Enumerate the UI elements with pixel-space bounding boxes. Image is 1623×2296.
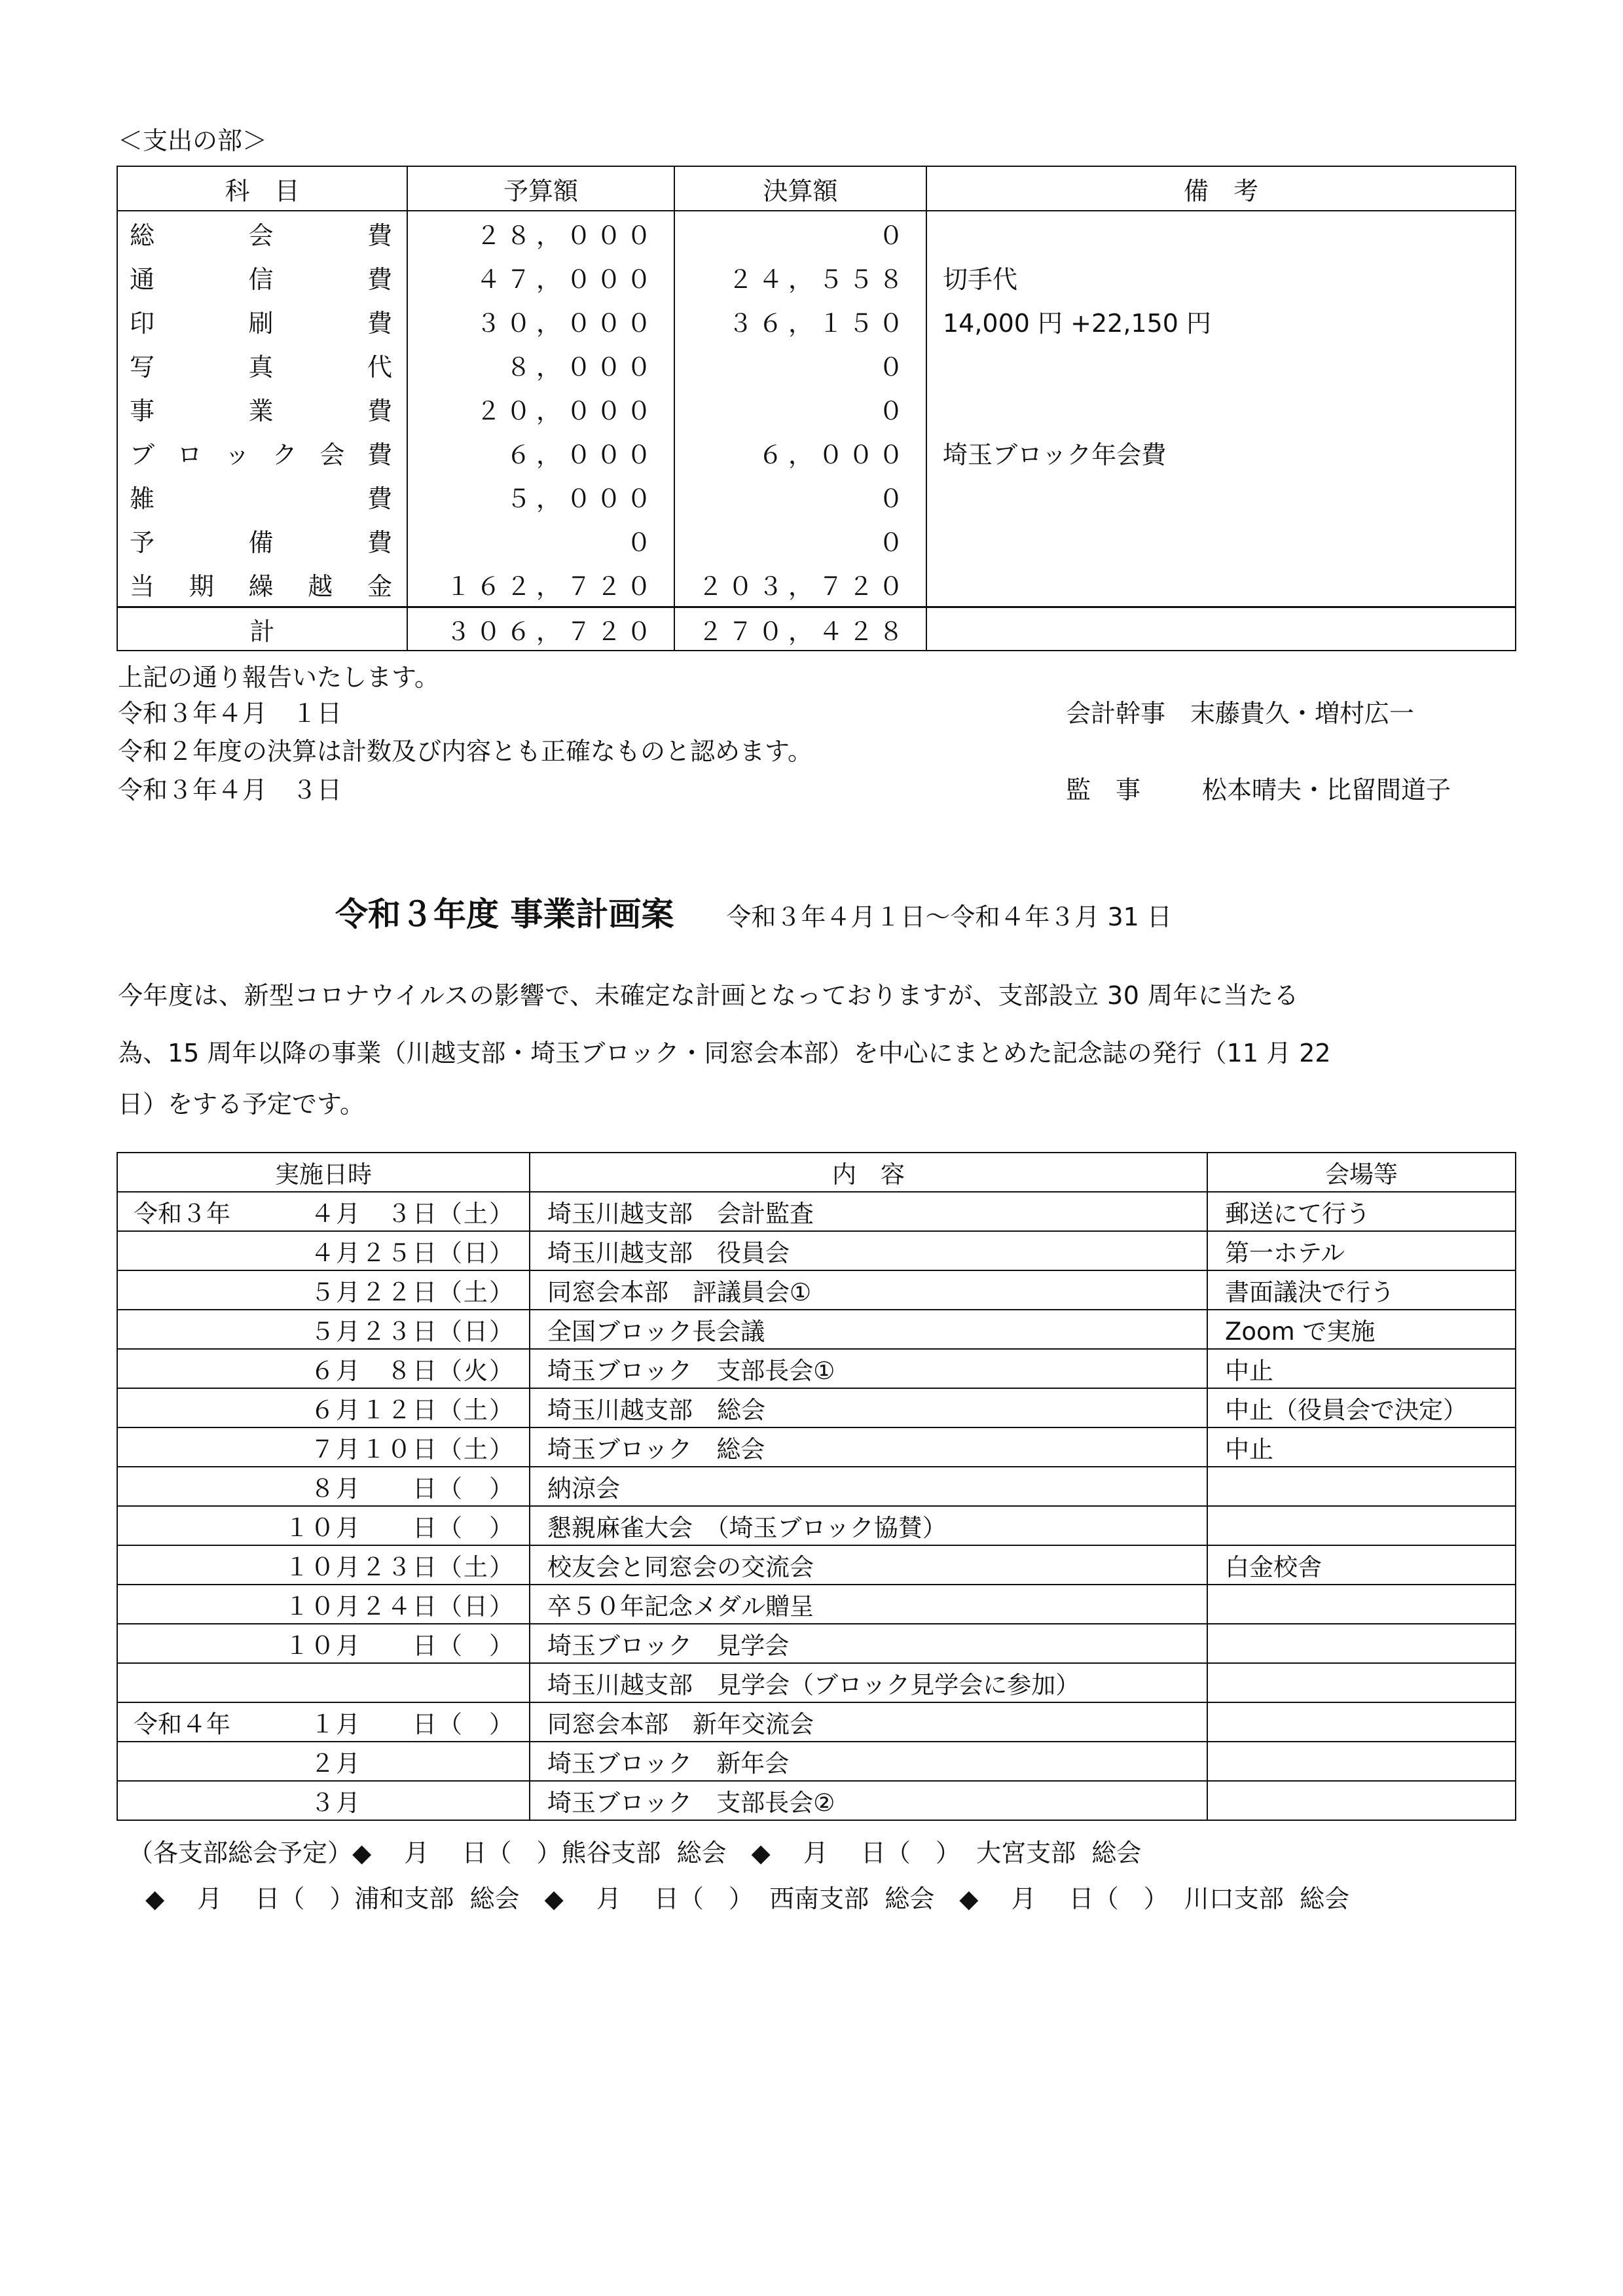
subject-char: 業 — [248, 397, 274, 425]
schedule-date-cell — [117, 1192, 530, 1231]
subject-char: 越 — [308, 572, 333, 601]
expense-settlement: ３６，１５０ — [674, 299, 926, 343]
schedule-venue: 郵送にて行う — [1207, 1192, 1516, 1231]
header-date: 実施日時 — [117, 1153, 530, 1192]
subject-char: 写 — [130, 353, 155, 382]
expense-row — [117, 255, 1516, 299]
expense-section-title: ＜支出の部＞ — [118, 126, 268, 155]
schedule-date: １０月 日（ ） — [285, 1632, 515, 1660]
subject-char: 代 — [367, 353, 392, 382]
schedule-venue — [1207, 1702, 1516, 1742]
expense-note — [926, 475, 1516, 518]
expense-budget: ６，０００ — [407, 431, 674, 475]
expense-subject — [117, 562, 407, 607]
schedule-date-cell — [117, 1585, 530, 1624]
audit-line: 令和２年度の決算は計数及び内容とも正確なものと認めます。 — [118, 737, 812, 766]
plan-intro-line-2: 為、15 周年以降の事業（川越支部・埼玉ブロック・同窓会本部）を中心にまとめた記念誌の発行（11 月 22 — [118, 1039, 1331, 1067]
schedule-row — [117, 1349, 1516, 1388]
expense-budget: ０ — [407, 518, 674, 562]
header-content: 内 容 — [530, 1153, 1207, 1192]
subject-char: 予 — [130, 528, 155, 557]
schedule-venue — [1207, 1624, 1516, 1663]
expense-settlement: ０ — [674, 211, 926, 255]
plan-period: 令和３年４月１日〜令和４年３月 31 日 — [726, 903, 1172, 931]
plan-intro-line-3: 日）をする予定です。 — [118, 1090, 365, 1119]
expense-settlement: ２４，５５８ — [674, 255, 926, 299]
schedule-venue: 中止（役員会で決定） — [1207, 1388, 1516, 1427]
schedule-header-row — [117, 1153, 1516, 1192]
schedule-row — [117, 1192, 1516, 1231]
expense-subject — [117, 387, 407, 431]
schedule-content: 懇親麻雀大会 （埼玉ブロック協賛） — [530, 1506, 1207, 1545]
schedule-date-cell — [117, 1545, 530, 1585]
expense-settlement: ０ — [674, 475, 926, 518]
expense-row — [117, 475, 1516, 518]
subject-char: 費 — [367, 440, 392, 469]
expense-budget: ２８，０００ — [407, 211, 674, 255]
schedule-venue — [1207, 1781, 1516, 1820]
plan-intro-line-1: 今年度は、新型コロナウイルスの影響で、未確定な計画となっておりますが、支部設立 30 周年に当たる — [118, 981, 1299, 1010]
report-line: 上記の通り報告いたします。 — [118, 663, 439, 692]
subject-char: ッ — [225, 440, 250, 469]
report-date: 令和３年４月 １日 — [118, 699, 342, 728]
schedule-venue — [1207, 1506, 1516, 1545]
schedule-row — [117, 1506, 1516, 1545]
auditor-names: 松本晴夫・比留間道子 — [1202, 776, 1451, 804]
schedule-row — [117, 1388, 1516, 1427]
schedule-row — [117, 1231, 1516, 1270]
schedule-venue: 白金校舎 — [1207, 1545, 1516, 1585]
schedule-date: ８月 日（ ） — [310, 1475, 515, 1503]
plan-title: 令和３年度 事業計画案 — [335, 895, 674, 933]
schedule-content: 全国ブロック長会議 — [530, 1310, 1207, 1349]
audit-date: 令和３年４月 ３日 — [118, 776, 342, 804]
schedule-row — [117, 1427, 1516, 1467]
schedule-content: 埼玉ブロック 見学会 — [530, 1624, 1207, 1663]
expense-settlement: ０ — [674, 343, 926, 387]
schedule-content: 校友会と同窓会の交流会 — [530, 1545, 1207, 1585]
subject-char: 総 — [130, 221, 155, 250]
schedule-date: １０月 日（ ） — [285, 1514, 515, 1542]
schedule-row — [117, 1663, 1516, 1702]
expense-note — [926, 562, 1516, 607]
schedule-date: ５月２２日（土） — [310, 1278, 515, 1306]
expense-settlement: ０ — [674, 518, 926, 562]
expense-total-row — [117, 607, 1516, 651]
schedule-date: ４月 ３日（土） — [310, 1200, 515, 1228]
total-settlement: ２７０，４２８ — [674, 607, 926, 651]
expense-note — [926, 387, 1516, 431]
expense-row — [117, 387, 1516, 431]
expense-row — [117, 299, 1516, 343]
schedule-date-cell — [117, 1624, 530, 1663]
expense-subject — [117, 343, 407, 387]
subject-char: 真 — [248, 353, 274, 382]
schedule-venue: 書面議決で行う — [1207, 1270, 1516, 1310]
expense-row — [117, 431, 1516, 475]
schedule-date-cell — [117, 1781, 530, 1820]
schedule-row — [117, 1310, 1516, 1349]
schedule-row — [117, 1624, 1516, 1663]
header-subject: 科 目 — [117, 166, 407, 211]
expense-note — [926, 211, 1516, 255]
schedule-venue: 第一ホテル — [1207, 1231, 1516, 1270]
expense-table — [117, 166, 1516, 651]
schedule-content: 埼玉ブロック 新年会 — [530, 1742, 1207, 1781]
schedule-content: 埼玉川越支部 総会 — [530, 1388, 1207, 1427]
schedule-content: 埼玉ブロック 支部長会② — [530, 1781, 1207, 1820]
subject-char: 費 — [367, 484, 392, 513]
schedule-date-cell — [117, 1310, 530, 1349]
schedule-date: １月 日（ ） — [310, 1710, 515, 1738]
subject-char: 費 — [367, 221, 392, 250]
schedule-date-cell — [117, 1349, 530, 1388]
header-venue: 会場等 — [1207, 1153, 1516, 1192]
subject-char: ク — [272, 440, 297, 469]
schedule-date-cell — [117, 1467, 530, 1506]
subject-char: 事 — [130, 397, 155, 425]
schedule-date: ３月 — [310, 1789, 515, 1817]
expense-budget: ８，０００ — [407, 343, 674, 387]
total-note — [926, 607, 1516, 651]
expense-note: 切手代 — [926, 255, 1516, 299]
schedule-venue — [1207, 1742, 1516, 1781]
subject-char: ブ — [130, 440, 155, 469]
schedule-venue: 中止 — [1207, 1427, 1516, 1467]
subject-char: 信 — [248, 265, 274, 294]
schedule-content: 同窓会本部 新年交流会 — [530, 1702, 1207, 1742]
schedule-date: １０月２４日（日） — [285, 1592, 515, 1621]
expense-note: 14,000 円 +22,150 円 — [926, 299, 1516, 343]
schedule-content: 埼玉ブロック 総会 — [530, 1427, 1207, 1467]
expense-note — [926, 518, 1516, 562]
subject-char: ロ — [177, 440, 202, 469]
schedule-venue — [1207, 1663, 1516, 1702]
total-budget: ３０６，７２０ — [407, 607, 674, 651]
expense-settlement: ６，０００ — [674, 431, 926, 475]
expense-row — [117, 211, 1516, 255]
schedule-year: 令和３年 — [134, 1200, 230, 1228]
schedule-content: 同窓会本部 評議員会① — [530, 1270, 1207, 1310]
expense-note: 埼玉ブロック年会費 — [926, 431, 1516, 475]
branch-meetings-line-1: （各支部総会予定）◆ 月 日（ ）熊谷支部 総会 ◆ 月 日（ ） 大宮支部 総会 — [128, 1839, 1142, 1867]
schedule-date-cell — [117, 1506, 530, 1545]
schedule-venue: Zoom で実施 — [1207, 1310, 1516, 1349]
expense-settlement: ２０３，７２０ — [674, 562, 926, 607]
subject-char: 当 — [130, 572, 155, 601]
subject-char: 費 — [367, 265, 392, 294]
schedule-date: １０月２３日（土） — [285, 1553, 515, 1581]
expense-budget: ３０，０００ — [407, 299, 674, 343]
schedule-date-cell — [117, 1270, 530, 1310]
header-notes: 備 考 — [926, 166, 1516, 211]
expense-subject — [117, 211, 407, 255]
schedule-content: 埼玉川越支部 見学会（ブロック見学会に参加） — [530, 1663, 1207, 1702]
subject-char: 刷 — [248, 309, 274, 338]
expense-subject — [117, 475, 407, 518]
schedule-row — [117, 1545, 1516, 1585]
schedule-date-cell — [117, 1742, 530, 1781]
schedule-row — [117, 1742, 1516, 1781]
subject-char: 費 — [367, 309, 392, 338]
expense-budget: ５，０００ — [407, 475, 674, 518]
expense-subject — [117, 518, 407, 562]
schedule-date: ５月２３日（日） — [310, 1318, 515, 1346]
schedule-year: 令和４年 — [134, 1710, 230, 1738]
branch-meetings-line-2: ◆ 月 日（ ）浦和支部 総会 ◆ 月 日（ ） 西南支部 総会 ◆ 月 日（ ） 川口支部 総会 — [145, 1884, 1349, 1913]
subject-char: 備 — [248, 528, 274, 557]
schedule-row — [117, 1781, 1516, 1820]
expense-budget: １６２，７２０ — [407, 562, 674, 607]
schedule-venue: 中止 — [1207, 1349, 1516, 1388]
schedule-row — [117, 1467, 1516, 1506]
expense-row — [117, 518, 1516, 562]
expense-subject — [117, 299, 407, 343]
auditor-role: 監 事 — [1066, 776, 1141, 804]
schedule-content: 卒５０年記念メダル贈呈 — [530, 1585, 1207, 1624]
subject-char: 金 — [367, 572, 392, 601]
schedule-content: 埼玉川越支部 会計監査 — [530, 1192, 1207, 1231]
subject-char: 費 — [367, 397, 392, 425]
schedule-date-cell — [117, 1702, 530, 1742]
header-budget: 予算額 — [407, 166, 674, 211]
expense-row — [117, 562, 1516, 607]
schedule-date-cell — [117, 1427, 530, 1467]
subject-char: 印 — [130, 309, 155, 338]
schedule-content: 埼玉ブロック 支部長会① — [530, 1349, 1207, 1388]
subject-char: 繰 — [248, 572, 274, 601]
schedule-date: ６月 ８日（火） — [310, 1357, 515, 1385]
schedule-date-cell — [117, 1388, 530, 1427]
schedule-venue — [1207, 1585, 1516, 1624]
schedule-row — [117, 1702, 1516, 1742]
total-label: 計 — [117, 607, 407, 651]
expense-header-row — [117, 166, 1516, 211]
schedule-content: 納涼会 — [530, 1467, 1207, 1506]
expense-row — [117, 343, 1516, 387]
expense-budget: ２０，０００ — [407, 387, 674, 431]
schedule-date: ７月１０日（土） — [310, 1435, 515, 1463]
subject-char: 雑 — [130, 484, 155, 513]
expense-subject — [117, 255, 407, 299]
schedule-venue — [1207, 1467, 1516, 1506]
subject-char: 期 — [189, 572, 214, 601]
subject-char: 会 — [319, 440, 345, 469]
plan-heading — [335, 895, 1172, 933]
expense-note — [926, 343, 1516, 387]
schedule-date: ４月２５日（日） — [310, 1239, 515, 1267]
subject-char: 費 — [367, 528, 392, 557]
schedule-row — [117, 1585, 1516, 1624]
header-settlement: 決算額 — [674, 166, 926, 211]
schedule-date-cell — [117, 1663, 530, 1702]
schedule-table — [117, 1152, 1516, 1821]
schedule-date: ２月 — [310, 1749, 515, 1778]
expense-budget: ４７，０００ — [407, 255, 674, 299]
expense-settlement: ０ — [674, 387, 926, 431]
schedule-row — [117, 1270, 1516, 1310]
subject-char: 通 — [130, 265, 155, 294]
expense-subject — [117, 431, 407, 475]
subject-char: 会 — [248, 221, 274, 250]
report-signer: 会計幹事 末藤貴久・増村広一 — [1066, 699, 1415, 728]
schedule-content: 埼玉川越支部 役員会 — [530, 1231, 1207, 1270]
schedule-date-cell — [117, 1231, 530, 1270]
schedule-date: ６月１２日（土） — [310, 1396, 515, 1424]
